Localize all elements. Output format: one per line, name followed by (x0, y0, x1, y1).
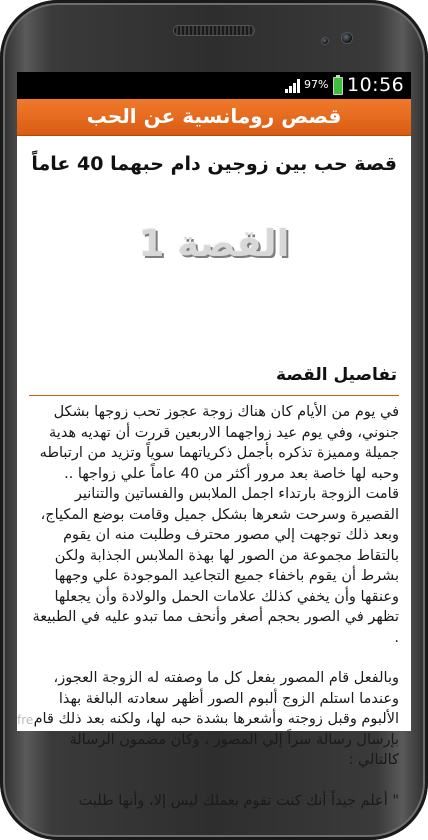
watermark: fre (17, 713, 34, 727)
story-body (27, 402, 399, 831)
status-time: 10:56 (347, 74, 405, 96)
battery-charging-icon (333, 77, 343, 95)
story-paragraph-3: " أعلم جيداً أنك كنت تقوم بعملك ليس إلا، وأنها طلبت (78, 792, 399, 809)
story-title: قصة حب بين زوجين دام حبهما 40 عاماً (31, 153, 397, 175)
story-content[interactable] (17, 136, 411, 809)
signal-icon (285, 79, 301, 93)
details-heading: تفاصيل القصة (276, 365, 397, 385)
story-image (107, 204, 321, 282)
heading-divider (29, 395, 399, 396)
battery-fill (334, 78, 342, 94)
status-bar (17, 72, 411, 99)
front-camera (342, 33, 352, 43)
battery-percent: 97% (304, 78, 329, 91)
earpiece-speaker (174, 26, 254, 35)
screen (17, 72, 411, 809)
app-bar (17, 99, 411, 136)
story-paragraph-1: في يوم من الأيام كان هناك زوجة عجوز تحب زوجها بشكل جنوني، وفي يوم عيد زواجهما الاربعين قررت أن تهديه هدية جميلة ومميزة تذكره بأجمل ذكرياتهما سوياً وتزيد من ارتباطه وحبه لها خاصة بعد مرور أكثر من 40 عاماً علي زواجها .. قامت الزوجة بارتداء اجمل الملابس والفساتين والتنانير القصيرة وسرحت شعرها بشكل جميل وقامت بوضع المكياج، وبعد ذلك توجهت إلي مصور محترف وطلبت منه ان يقوم بالتقاط مجموعة من الصور لها بهذة الملابس الجذابة ولكن بشرط أن يقوم باخفاء جميع التجاعيد الموجودة علي وجهها وعنقها وأن يخفي كذلك علامات الحمل والولادة وأن يجعلها تظهر في الصور بحجم أصغر وأنحف مما تبدو عليه في الطبيعة . (32, 404, 399, 646)
story-image-label: القصة 1 (138, 221, 290, 265)
app-title: قصص رومانسية عن الحب (86, 104, 342, 128)
proximity-sensor (322, 38, 328, 44)
story-paragraph-2: وبالفعل قام المصور بفعل كل ما وصفته له الزوجة العجوز، وعندما استلم الزوج ألبوم الصور أظهر سعادته البالغة بهذا الألبوم وقبل زوجته وأشعرها بشدة حبه لها، ولكنه بعد ذلك قام بإرسال رسالة سراً إلي المصور ، وكان مضمون الرسالة كالتالي : (33, 670, 399, 768)
